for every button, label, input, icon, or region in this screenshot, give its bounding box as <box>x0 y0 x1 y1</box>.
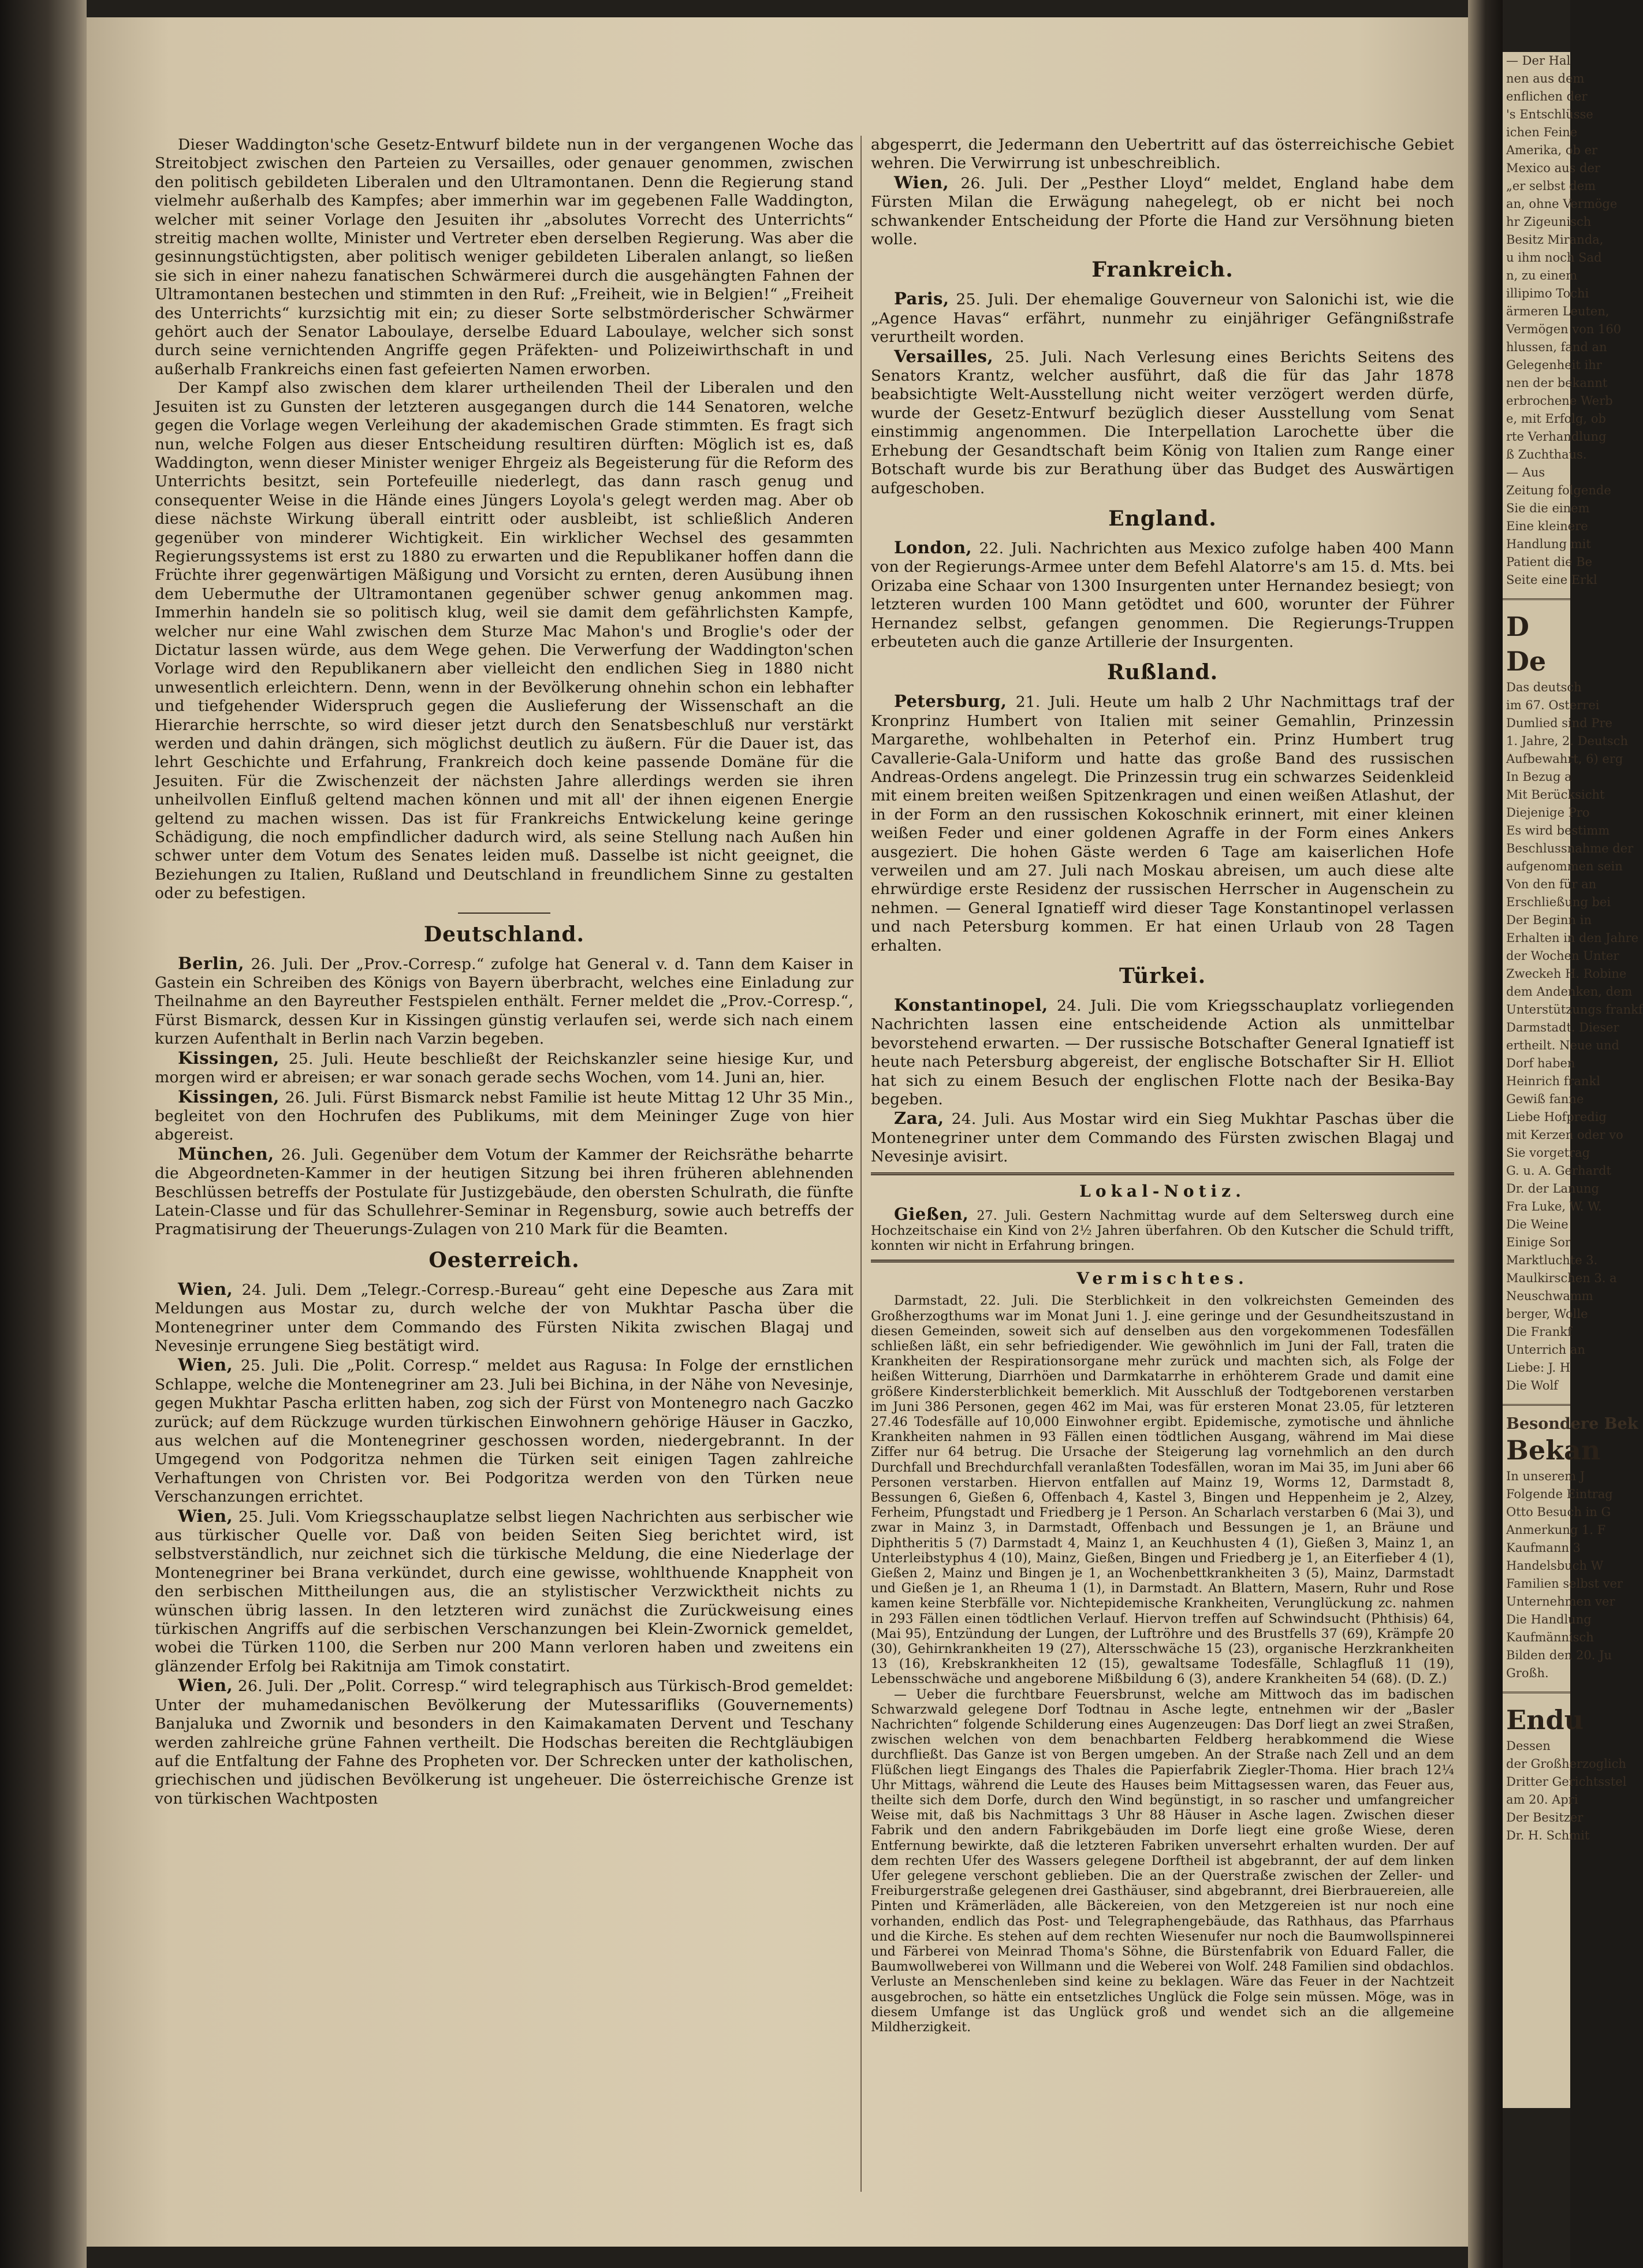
section-divider <box>458 913 550 914</box>
adjacent-text-line: aufgenommen sein <box>1506 859 1623 873</box>
adjacent-text-line: Liebe: J. H <box>1506 1361 1571 1375</box>
adjacent-rule <box>1503 1404 1570 1406</box>
adjacent-rule <box>1503 598 1570 600</box>
adjacent-heading: Endu <box>1506 1704 1584 1736</box>
news-text: 24. Juli. Aus Mostar wird ein Sieg Mukhtar Paschas über die Montenegriner unter dem Commando des Fürsten zwischen Blagaj und Nevesinje avisirt. <box>871 1110 1454 1166</box>
adjacent-text-line: Erhalten in den Jahre <box>1506 931 1639 945</box>
news-item <box>871 692 1454 955</box>
news-text: 27. Juli. Gestern Nachmittag wurde auf dem Seltersweg durch eine Hochzeitschaise ein Kind von 2½ Jahren überfahren. Ob den Kutscher die Schuld trifft, konnten wir nicht in Erfahrung bringen. <box>871 1208 1454 1254</box>
news-item <box>155 1355 854 1506</box>
adjacent-text-line: Familien selbst ver <box>1506 1577 1623 1591</box>
news-text: 25. Juli. Vom Kriegsschauplatze selbst liegen Nachrichten aus serbischer wie aus türkischer Quelle vor. Daß von beiden Seiten Sieg berichtet wird, ist selbstverständlich, nur zeichnet sich die türkische Meldung, die eine Niederlage der Montenegriner bei Brana verkündet, durch eine gewisse, wohlthuende Knappheit von den serbischen Mittheilungen aus, die an stylistischer Verzwicktheit nichts zu wünschen übrig lassen. In den letzteren wird zunächst die Zurückweisung eines türkischen Angriffs auf die serbischen Verschanzungen bei Klein-Zwornick gemeldet, wobei die Türken 1100, die Serben nur 200 Mann verloren haben und zweitens ein glänzender Erfolg bei Rakitnija am Timok constatirt. <box>155 1507 854 1675</box>
adjacent-text-line: ertheilt. Neue und <box>1506 1038 1620 1052</box>
adjacent-text-line: der Großherzoglich <box>1506 1757 1626 1771</box>
adjacent-lines-bottom <box>1503 1737 1627 1845</box>
adjacent-heading: Bekan <box>1506 1435 1601 1466</box>
adjacent-text-line: nen aus dem <box>1506 72 1585 85</box>
adjacent-text-line: Das deutsch <box>1506 680 1582 694</box>
section-rule <box>871 1260 1454 1263</box>
adjacent-text-line: enflichen der <box>1506 90 1588 103</box>
news-text: 25. Juli. Nach Verlesung eines Berichts Seitens des Senators Krantz, welcher ausführt, daß die für das Jahr 1878 beabsichtigte Welt-Ausstellung nicht weiter verzögert werden dürfe, wurde der Gesetz-Entwurf bezüglich dieser Ausstellung vom Senat einstimmig angenommen. Die Interpellation Larochette über die Erhebung der Gesandtschaft beim König von Italien zum Range einer Botschaft wurde bis zur Berathung über das Budget des Auswärtigen aufgeschoben. <box>871 348 1454 497</box>
adjacent-text-line: Dumlied sind Pre <box>1506 716 1612 730</box>
adjacent-text-line: In unserem J <box>1506 1469 1585 1483</box>
news-text: 24. Juli. Die vom Kriegsschauplatz vorliegenden Nachrichten lassen eine entscheidende Action als unmittelbar bevorstehend erwarten. — Der russische Botschafter General Ignatieff ist heute nach Petersburg abgereist, der englische Botschafter Sir H. Elliot hat sich zu einem Besuch der englischen Flotte nach der Besika-Bay begeben. <box>871 997 1454 1109</box>
dateline: London, <box>894 537 973 557</box>
news-text: 24. Juli. Dem „Telegr.-Corresp.-Bureau“ geht eine Depesche aus Zara mit Meldungen aus Mostar zu, durch welche der von Mukhtar Pascha über die Montenegriner unter dem Commando des Fürsten Nikita zwischen Blagaj und Nevesinje errungene Sieg bestätigt wird. <box>155 1280 854 1355</box>
news-item <box>155 1676 854 1808</box>
adjacent-page-fragment <box>1503 52 1643 2108</box>
adjacent-text-line: im 67. Osterrei <box>1506 698 1600 712</box>
adjacent-text-line: Unterrich an <box>1506 1343 1585 1357</box>
news-item <box>871 173 1454 249</box>
adjacent-text-line: Dorf haben <box>1506 1056 1575 1070</box>
news-item <box>871 1206 1454 1254</box>
adjacent-text-line: Neuschwamm <box>1506 1289 1593 1303</box>
adjacent-text-line: u ihm noch Sad <box>1506 251 1602 265</box>
section-heading-frankreich: Frankreich. <box>1091 258 1234 282</box>
adjacent-text-line: Zweckeh H. Robine <box>1506 967 1627 981</box>
section-tuerkei <box>871 963 1454 1167</box>
dateline: Wien, <box>178 1279 233 1299</box>
news-item <box>155 1088 854 1145</box>
adjacent-text-line: Der Beginn in <box>1506 913 1592 927</box>
section-oesterreich <box>155 1247 854 1808</box>
adjacent-text-line: Dr. H. Schmit <box>1506 1828 1590 1842</box>
section-russland <box>871 660 1454 955</box>
adjacent-text-line: Die Weine <box>1506 1217 1569 1231</box>
section-heading-russland: Rußland. <box>1106 660 1219 685</box>
right-column <box>871 136 1454 2035</box>
news-item <box>871 289 1454 347</box>
adjacent-text-line: Von den für an <box>1506 877 1597 891</box>
dateline: Wien, <box>178 1355 233 1375</box>
adjacent-text-line: Maulkirschen 3. a <box>1506 1271 1617 1285</box>
adjacent-big-letter: De <box>1506 646 1547 677</box>
adjacent-text-line: Sie die einem <box>1506 501 1590 515</box>
section-deutschland <box>155 922 854 1239</box>
adjacent-text-line: — Aus <box>1506 465 1545 479</box>
adjacent-heading: Besondere Bek <box>1506 1415 1638 1433</box>
adjacent-rule <box>1503 1692 1570 1693</box>
adjacent-text-line: Großh. <box>1506 1666 1549 1680</box>
section-heading-lokal: Lokal-Notiz. <box>1079 1181 1246 1201</box>
page-gutter <box>1468 0 1503 2268</box>
section-heading-oesterreich: Oesterreich. <box>429 1247 580 1272</box>
news-item <box>155 1049 854 1088</box>
adjacent-text-line: Liebe Hofpredig <box>1506 1110 1607 1124</box>
adjacent-text-line: Bilden den 20. Ju <box>1506 1648 1612 1662</box>
adjacent-text-line: Otto Besuch in G <box>1506 1505 1611 1519</box>
adjacent-text-line: Sie vorgetrag <box>1506 1146 1590 1160</box>
vermischtes-paragraph-1: Darmstadt, 22. Juli. Die Sterblichkeit in den volkreichsten Gemeinden des Großherzogthums war im Monat Juni 1. J. eine geringe und der Gesundheitszustand in diesen Gemeinden, soweit sich auf denselben aus den vorgekommenen Todesfällen schließen läßt, ein sehr befriedigender. Wie gewöhnlich im Juni der Fall, traten die Krankheiten der Respirationsorgane mehr zurück und machten sich, als Folge der heißen Witterung, Diarrhöen und Darmkatarrhe in erhöhterem Grade und damit eine größere Kindersterblichkeit bemerklich. Mit Ausschluß der Todtgeborenen verstarben im Juni 386 Personen, gegen 462 im Mai, was für ersteren Monat 23.05, für letzteren 27.46 Todesfälle auf 10,000 Einwohner ergibt. Epidemische, zymotische und ähnliche Krankheiten nahmen in 93 Fällen einen tödtlichen Ausgang, während im Mai diese Ziffer nur 64 betrug. Die Ursache der Steigerung lag vornehmlich an den durch Durchfall und Brechdurchfall veranlaßten Todesfällen, woran im Mai 35, im Juni aber 66 Personen verstarben. Hiervon entfallen auf Mainz 19, Worms 12, Darmstadt 8, Bessungen 6, Gießen 6, Offenbach 4, Kastel 3, Bingen und Heppenheim je 2, Alzey, Ferheim, Pfungstadt und Friedberg je 1 Person. An Scharlach verstarben 6 (Mai 3), und zwar in Mainz 3, in Darmstadt, Offenbach und Bessungen je 1, an Bräune und Diphtheritis 5 (7) Darmstadt 4, Mainz 1, an Keuchhusten 4 (1), Gießen 3, Mainz 1, an Unterleibstyphus 4 (10), Mainz, Gießen, Bingen und Friedberg je 1, an Eiterfieber 4 (1), Gießen 2, Mainz und Bingen je 1, an Wochenbettkrankheiten 3 (5), Mainz, Darmstadt und Gießen je 1, an Rheuma 1 (1), in Darmstadt. An Blattern, Masern, Ruhr und Rose kamen keine Sterbfälle vor. Nichtepidemische Krankheiten, Verunglückung zc. nahmen in 293 Fällen einen tödtlichen Verlauf. Hiervon treffen auf Schwindsucht (Phthisis) 64, (Mai 95), Entzündung der Lungen, der Luftröhre und des Brustfells 37 (69), Krämpfe 20 (30), Gehirnkrankheiten 19 (27), Altersschwäche 15 (23), organische Herzkrankheiten 13 (16), Krebskrankheiten 12 (15), gewaltsame Todesfälle, Schlagfluß 11 (19), Lebensschwäche und angeborene Mißbildung 6 (3), andere Krankheiten 54 (68). (D. Z.) <box>871 1294 1454 1687</box>
adjacent-text-line: Heinrich frankl <box>1506 1074 1600 1088</box>
dateline: Gießen, <box>894 1204 969 1224</box>
adjacent-text-line: Die Handlung <box>1506 1612 1592 1626</box>
adjacent-text-line: hr Zigeunisch <box>1506 215 1592 229</box>
adjacent-text-line: Folgende Eintrag <box>1506 1487 1613 1501</box>
adjacent-text-line: n, zu einem <box>1506 269 1578 282</box>
column-divider <box>860 136 862 2192</box>
dateline: Kissingen, <box>178 1048 280 1068</box>
adjacent-text-line: erbrochene Werb <box>1506 394 1613 408</box>
adjacent-text-line: Patient die Be <box>1506 555 1593 569</box>
adjacent-text-line: Dessen <box>1506 1739 1551 1753</box>
adjacent-text-line: Marktluchte 3. <box>1506 1253 1598 1267</box>
adjacent-text-line: Vermögen von 160 <box>1506 322 1622 336</box>
adjacent-text-line: hlussen, fand an <box>1506 340 1607 354</box>
continuation-text: abgesperrt, die Jedermann den Uebertritt auf das österreichische Gebiet wehren. Die Verwirrung ist unbeschreiblich. <box>871 136 1454 173</box>
adjacent-text-line: Gewiß fanne <box>1506 1092 1584 1106</box>
section-heading-tuerkei: Türkei. <box>1119 964 1206 989</box>
news-text: 26. Juli. Gegenüber dem Votum der Kammer der Reichsräthe beharrte die Abgeordneten-Kammer in der heutigen Sitzung bei ihren früheren ablehnenden Beschlüssen betreffs der Postulate für Justizgebäude, den obersten Schulrath, die fünfte Latein-Classe und für das Schullehrer-Seminar in Regensburg, sowie auch betreffs der Pragmatisirung der Theuerungs-Zulagen von 210 Mark für die Beamten. <box>155 1145 854 1239</box>
adjacent-text-line: Erschließung bei <box>1506 895 1611 909</box>
adjacent-text-line: Diejenige Pro <box>1506 806 1590 820</box>
adjacent-text-line: ichen Feine <box>1506 125 1578 139</box>
adjacent-text-line: Es wird bestimm <box>1506 824 1610 837</box>
adjacent-text-line: Fra Luke, W. W. <box>1506 1200 1602 1213</box>
adjacent-text-line: nen der bekannt <box>1506 376 1608 390</box>
adjacent-text-line: Eine kleinere <box>1506 519 1588 533</box>
adjacent-lines-top <box>1503 52 1622 589</box>
news-text: 22. Juli. Nachrichten aus Mexico zufolge haben 400 Mann von der Regierungs-Armee unter dem Befehl Alatorre's am 15. d. Mts. bei Orizaba eine Schaar von 1300 Insurgenten unter Hernandez besiegt; von letzteren wurden 100 Mann getödtet und 600, worunter der Führer Hernandez selbst, gefangen genommen. Die Regierungs-Truppen erbeuteten auch die ganze Artillerie der Insurgenten. <box>871 539 1454 651</box>
news-text: 26. Juli. Der „Prov.-Corresp.“ zufolge hat General v. d. Tann dem Kaiser in Gastein ein Schreiben des Königs von Bayern überbracht, welches eine Einladung zur Theilnahme an den Bayreuther Festspielen enthält. Ferner meldet die „Prov.-Corresp.“, Fürst Bismarck, dessen Kur in Kissingen günstig verlaufen sei, werde sich nach einem kurzen Aufenthalt in Berlin nach Varzin begeben. <box>155 955 854 1048</box>
adjacent-text-line: Amerika, ob er <box>1506 143 1598 157</box>
dateline: Petersburg, <box>894 691 1007 712</box>
adjacent-text-line: „er selbst dem <box>1506 179 1596 193</box>
dateline: Zara, <box>894 1108 944 1129</box>
news-text: 25. Juli. Heute beschließt der Reichskanzler seine hiesige Kur, und morgen wird er abreisen; er war sonach gerade sechs Wochen, vom 14. Juni an, hier. <box>155 1049 854 1087</box>
section-rule <box>871 1172 1454 1175</box>
adjacent-text-line: Besitz Miranda, <box>1506 233 1604 247</box>
adjacent-text-line: Der Besitzer <box>1506 1811 1584 1824</box>
adjacent-text-line: rte Verhandlung <box>1506 430 1607 444</box>
adjacent-text-line: Die Frankf <box>1506 1325 1572 1339</box>
adjacent-text-line: e, mit Erfolg, ob <box>1506 412 1606 426</box>
adjacent-text-line: Kaufmann 3 <box>1506 1541 1581 1555</box>
adjacent-text-line: 1. Jahre, 2. Deutsch <box>1506 734 1628 748</box>
dateline: Kissingen, <box>178 1086 280 1107</box>
adjacent-text-line: Zeitung folgende <box>1506 483 1611 497</box>
adjacent-text-line: Darmstadt. Dieser <box>1506 1021 1619 1034</box>
news-text: 21. Juli. Heute um halb 2 Uhr Nachmittags traf der Kronprinz Humbert von Italien mit seiner Gemahlin, Prinzessin Margarethe, wohlbehalten in Peterhof ein. Prinz Humbert trug Cavallerie-Gala-Uniform und hatte das große Band des russischen Andreas-Ordens angelegt. Die Prinzessin trug ein schwarzes Seidenkleid mit einem breiten weißen Spitzenkragen und einen weißen Atlashut, der in der Form an den russischen Kokoschnik erinnert, mit einer kleinen weißen Feder und einer goldenen Agraffe in der Form eines Ankers ausgeziert. Die hohen Gäste werden 6 Tage am kaiserlichen Hofe verweilen und am 27. Juli nach Moskau abreisen, um auch diese alte ehrwürdige erste Residenz der russischen Herrscher in Augenschein zu nehmen. — General Ignatieff wird dieser Tage Konstantinopel verlassen und nach Petersburg kommen. Er hat einen Urlaub von 28 Tagen erhalten. <box>871 693 1454 955</box>
adjacent-text-line: 's Entschlüsse <box>1506 107 1593 121</box>
adjacent-text-line: Handelsbuch W <box>1506 1559 1604 1573</box>
news-text: 26. Juli. Fürst Bismarck nebst Familie ist heute Mittag 12 Uhr 35 Min., begleitet von den Hochrufen des Publikums, mit dem Meininger Zuge von hier abgereist. <box>155 1088 854 1144</box>
news-item <box>155 954 854 1049</box>
adjacent-text-line: Seite eine Erkl <box>1506 573 1597 587</box>
dateline: Wien, <box>178 1506 233 1526</box>
news-item <box>155 1145 854 1239</box>
dateline: München, <box>178 1144 274 1164</box>
adjacent-text-line: Anmerkung 1. F <box>1506 1523 1606 1537</box>
adjacent-text-line: Mexico aus der <box>1506 161 1600 175</box>
intro-paragraph-1: Dieser Waddington'sche Gesetz-Entwurf bildete nun in der vergangenen Woche das Streitobject zwischen den Parteien zu Versailles, oder genauer genommen, zwischen den politisch gebildeten Liberalen und den Ultramontanen. Denn die Regierung stand vielmehr außerhalb des Kampfes; aber immerhin war im gegebenen Falle Waddington, welcher mit seiner Vorlage den Jesuiten ihr „absolutes Vorrecht des Unterrichts“ streitig machen wollte, Minister und Vertreter eben derselben Regierung. Was aber die gesinnungstüchtigsten, aber politisch weniger gebildeten Liberalen anlangt, so ließen sie sich in einer nahezu fanatischen Schwärmerei durch die ausgehängten Fahnen der Ultramontanen bestechen und stimmten in den Ruf: „Freiheit, wie in Belgien!“ „Freiheit des Unterrichts“ kurzsichtig mit ein; zu dieser Sorte selbstmörderischer Schwärmer gehört auch der Senator Laboulaye, derselbe Eduard Laboulaye, welcher sich sonst durch seine vernichtenden Angriffe gegen Präfekten- und Polizeiwirthschaft in und außerhalb Frankreichs einen fast gefeierten Namen erworben. <box>155 136 854 378</box>
section-lokal <box>871 1181 1454 1254</box>
adjacent-text-line: Beschlussnahme der <box>1506 841 1634 855</box>
adjacent-text-line: Unterstützungs frankf <box>1506 1003 1643 1016</box>
adjacent-lines-lower <box>1503 1468 1623 1682</box>
adjacent-text-line: Aufbewahrt, 6) erg <box>1506 752 1623 766</box>
section-heading-england: England. <box>1108 506 1217 531</box>
adjacent-text-line: Einige Sor <box>1506 1235 1571 1249</box>
section-england <box>871 506 1454 651</box>
adjacent-text-line: ärmeren Leuten, <box>1506 304 1610 318</box>
news-item <box>155 1507 854 1677</box>
adjacent-text-line: G. u. A. Gerhardt <box>1506 1164 1611 1178</box>
left-column <box>155 136 854 1808</box>
intro-paragraph-2: Der Kampf also zwischen dem klarer urtheilenden Theil der Liberalen und den Jesuiten ist zu Gunsten der letzteren ausgegangen durch die 144 Senatoren, welche gegen die Vorlage wegen Verleihung der akademischen Grade stimmten. Es fragt sich nun, welche Folgen aus dieser Entscheidung resultiren dürften: Möglich ist es, daß Waddington, wenn dieser Minister weniger Ehrgeiz als Begeisterung für die Reform des Unterrichts besitzt, sein Portefeuille niederlegt, das dann rasch genug und consequenter Weise in die Hände eines Jüngers Loyola's gelegt werden mag. Aber ob diese nächste Wirkung überall eintritt oder ausbleibt, ist schließlich Anderen gegenüber von minderer Wichtigkeit. Ein wirklicher Wechsel des gesammten Regierungssystems ist erst zu 1880 zu erwarten und die Republikaner hoffen dann die Früchte ihrer gegenwärtigen Mäßigung und Vorsicht zu ernten, deren Ausübung ihnen dem Uebermuthe der Ultramontanen gegenüber schwer genug ankommen mag. Immerhin handeln sie so politisch klug, weil sie damit dem gefährlichsten Kampfe, welcher nur eine Wahl zwischen dem Sturze Mac Mahon's und Broglie's oder der Dictatur lassen würde, aus dem Wege gehen. Die Verwerfung der Waddington'schen Vorlage wird den Republikanern aber vielleicht den endlichen Sieg in 1880 nicht unwesentlich erleichtern. Denn, wenn in der Bevölkerung ohnehin schon ein lebhafter und tiefgehender Widerspruch gegen die Auslieferung der Wissenschaft an die Hierarchie herrschte, so wird dieser jetzt durch den Senatsbeschluß nur verstärkt werden und dahin drängen, sich möglichst deutlich zu äußern. Für die Dauer ist, das lehrt Geschichte und Erfahrung, Frankreich doch keine passende Domäne für die Jesuiten. Für die Zwischenzeit der nächsten Jahre allerdings werden sie ihren unheilvollen Einfluß geltend machen können und mit all' der ihnen eigenen Energie geltend zu machen wissen. Das ist für Frankreichs Entwickelung keine geringe Schädigung, die noch empfindlicher dadurch wird, als seine Stellung nach Außen hin schwer unter dem Votum des Senates leiden muß. Dasselbe ist nicht geeignet, die Beziehungen zu Italien, Rußland und Deutschland in freundlichem Sinne zu gestalten oder zu befestigen. <box>155 379 854 903</box>
news-item <box>871 538 1454 651</box>
news-item <box>871 996 1454 1109</box>
vermischtes-paragraph-2: — Ueber die furchtbare Feuersbrunst, welche am Mittwoch das im badischen Schwarzwald gelegene Dorf Todtnau in Asche legte, entnehmen wir der „Basler Nachrichten“ folgende Schilderung eines Augenzeugen: Das Dorf liegt an zwei Straßen, zwischen welchen von dem benachbarten Feldberg herabkommend die Wiese durchfließt. Das Ganze ist von Bergen umgeben. An der Straße nach Zell und an dem Flüßchen liegt Eingangs des Thales die Papierfabrik Ziegler-Thoma. Hier brach 12¼ Uhr Mittags, während die Leute des Hauses beim Mittagsessen waren, das Feuer aus, theilte sich dem Dorfe, durch den Wind begünstigt, in so rascher und umfangreicher Weise mit, daß bis Nachmittags 3 Uhr 88 Häuser in Asche lagen. Zwischen dieser Fabrik und den andern Fabrikgebäuden im Dorfe liegt eine große Wiese, deren Entfernung bewirkte, daß die letzteren Fabriken unversehrt erhalten wurden. Der auf dem rechten Ufer des Wassers gelegene Dorftheil ist abgebrannt, der auf dem linken Ufer gelegene verschont geblieben. Die an der Querstraße zwischen der Zeller- und Freiburgerstraße gelegenen drei Gasthäuser, sind abgebrannt, drei Bierbrauereien, alle Pinten und Krämerläden, alle Bäckereien, von den Metzgereien ist nur noch eine vorhanden, endlich das Post- und Telegraphengebäude, das Rathhaus, das Pfarrhaus und die Kirche. Es stehen auf dem rechten Wiesenufer nur noch die Baumwollspinnerei und Färberei von Meinrad Thoma's Söhne, die Bürstenfabrik von Eduard Faller, die Baumwollweberei von Willmann und die Weberei von Wolf. 248 Familien sind obdachlos. Verluste an Menschenleben sind keine zu beklagen. Wäre das Feuer in der Nachtzeit ausgebrochen, so hätte ein entsetzliches Unglück die Folge sein müssen. Möge, was in diesem Umfange ist das Unglück groß und wendet sich an die allgemeine Mildherzigkeit. <box>871 1687 1454 2035</box>
adjacent-text-line: Die Wolf <box>1506 1379 1558 1392</box>
news-item <box>871 347 1454 498</box>
news-text: 25. Juli. Die „Polit. Corresp.“ meldet aus Ragusa: In Folge der ernstlichen Schlappe, welche die Montenegriner am 23. Juli bei Bichina, in der Nähe von Nevesinje, gegen Mukhtar Pascha erlitten haben, zog sich der Fürst von Montenegro nach Gaczko zurück; auf dem Rückzuge wurden türkischen Einwohnern gehörige Häuser in Gaczko, aus welchen auf die Montenegriner geschossen worden, niedergebrannt. In der Umgegend von Podgoritza nehmen die Türken seit einigen Tagen zahlreiche Verhaftungen von Christen vor. Bei Podgoritza werden von den Türken neue Verschanzungen errichtet. <box>155 1357 854 1506</box>
section-heading-deutschland: Deutschland. <box>423 922 585 947</box>
news-item <box>155 1280 854 1356</box>
dateline: Wien, <box>178 1675 233 1696</box>
adjacent-text-line: Handlung mit <box>1506 537 1591 551</box>
section-frankreich <box>871 257 1454 497</box>
adjacent-text-line: Kaufmännisch <box>1506 1630 1594 1644</box>
section-vermischtes <box>871 1268 1454 2035</box>
adjacent-text-line: Dr. der Lanung <box>1506 1182 1599 1196</box>
adjacent-text-line: Unternehmen ver <box>1506 1595 1615 1608</box>
adjacent-text-line: dem Andenken, dem <box>1506 985 1633 999</box>
adjacent-text-line: ß Zuchthaus. <box>1506 448 1587 461</box>
dateline: Konstantinopel, <box>894 995 1048 1015</box>
dateline: Paris, <box>894 289 949 309</box>
adjacent-text-line: mit Kerzen oder vo <box>1506 1128 1623 1142</box>
news-item <box>871 1109 1454 1166</box>
adjacent-text-line: — Der Hal <box>1506 54 1571 68</box>
adjacent-text-line: Mit Berücksicht <box>1506 788 1605 802</box>
news-text: 25. Juli. Der ehemalige Gouverneur von Salonichi ist, wie die „Agence Havas“ erfährt, nunmehr zu einjähriger Gefängnißstrafe verurtheilt worden. <box>871 291 1454 347</box>
newspaper-page <box>87 17 1468 2247</box>
adjacent-text-line: In Bezug a <box>1506 770 1572 784</box>
binding-edge <box>0 0 87 2268</box>
dateline: Versailles, <box>894 346 994 366</box>
adjacent-text-line: illipimo Tochi <box>1506 286 1589 300</box>
news-text: 26. Juli. Der „Polit. Corresp.“ wird telegraphisch aus Türkisch-Brod gemeldet: Unter der muhamedanischen Bevölkerung der Mutessarifliks (Gouvernements) Banjaluka und Zwornik und besonders in den Kaimakamaten Dervent und Teschany werden zahlreiche grüne Fahnen vertheilt. Die Hodschas bereiten die Rechtgläubigen auf die Entfaltung der Fahne des Propheten vor. Der Schrecken unter der katholischen, griechischen und jüdischen Bevölkerung ist ungeheuer. Die österreichische Grenze ist von türkischen Wachtposten <box>155 1677 854 1808</box>
adjacent-big-letter: D <box>1506 611 1529 642</box>
adjacent-lines-middle <box>1503 679 1643 1395</box>
dateline: Wien, <box>894 172 949 192</box>
dateline: Berlin, <box>178 953 244 973</box>
adjacent-text-line: am 20. Apri <box>1506 1793 1578 1807</box>
adjacent-text-line: an, ohne Vermöge <box>1506 197 1618 211</box>
adjacent-text-line: Gelegenheit ihr <box>1506 358 1602 372</box>
section-heading-vermischtes: Vermischtes. <box>1076 1269 1249 1288</box>
news-text: 26. Juli. Der „Pesther Lloyd“ meldet, England habe dem Fürsten Milan die Erwägung nahegelegt, ob er nicht bei noch schwankender Entscheidung der Pforte die Hand zur Versöhnung bieten wolle. <box>871 174 1454 249</box>
adjacent-text-line: berger, Wolle <box>1506 1307 1588 1321</box>
adjacent-text-line: Dritter Gerichtsstel <box>1506 1775 1627 1789</box>
adjacent-text-line: der Wochen Unter <box>1506 949 1619 963</box>
